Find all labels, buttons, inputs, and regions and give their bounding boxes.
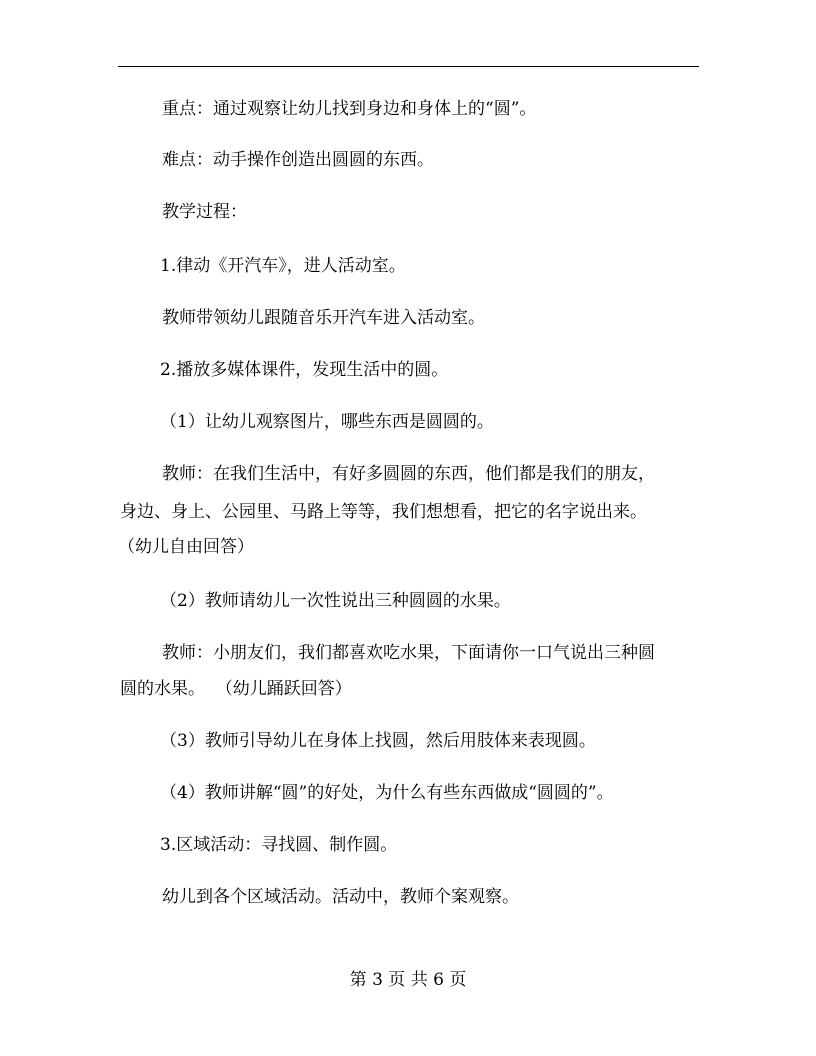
paragraph-step-2: 2.播放多媒体课件，发现生活中的圆。 (160, 360, 449, 380)
page-number-footer: 第 3 页 共 6 页 (349, 970, 467, 990)
paragraph-process-heading: 教学过程： (162, 202, 247, 222)
paragraph-teacher-1-line-1: 教师：在我们生活中，有好多圆圆的东西，他们都是我们的朋友， (162, 464, 655, 484)
paragraph-step-2-3: （3）教师引导幼儿在身体上找圆，然后用肢体来表现圆。 (160, 731, 596, 751)
paragraph-difficulty: 难点：动手操作创造出圆圆的东西。 (162, 150, 434, 170)
paragraph-step-2-2: （2）教师请幼儿一次性说出三种圆圆的水果。 (160, 591, 511, 611)
header-rule (118, 66, 699, 67)
paragraph-teacher-1-line-2: 身边、身上、公园里、马路上等等，我们想想看，把它的名字说出来。 (120, 502, 647, 522)
paragraph-step-3: 3.区域活动：寻找圆、制作圆。 (160, 835, 398, 855)
paragraph-step-2-4: （4）教师讲解“圆”的好处，为什么有些东西做成“圆圆的”。 (160, 783, 614, 803)
paragraph-step-2-1: （1）让幼儿观察图片，哪些东西是圆圆的。 (160, 412, 494, 432)
paragraph-step-3-detail: 幼儿到各个区域活动。活动中，教师个案观察。 (162, 887, 519, 907)
paragraph-step-1: 1.律动《开汽车》，进人活动室。 (160, 256, 406, 276)
paragraph-key-point: 重点：通过观察让幼儿找到身边和身体上的“圆”。 (162, 99, 537, 119)
paragraph-teacher-2-line-2: 圆的水果。 （幼儿踊跃回答） (120, 679, 352, 699)
paragraph-teacher-2-line-1: 教师：小朋友们，我们都喜欢吃水果，下面请你一口气说出三种圆 (162, 643, 655, 663)
paragraph-step-1-detail: 教师带领幼儿跟随音乐开汽车进入活动室。 (162, 308, 485, 328)
paragraph-teacher-1-line-3: （幼儿自由回答） (118, 537, 254, 557)
